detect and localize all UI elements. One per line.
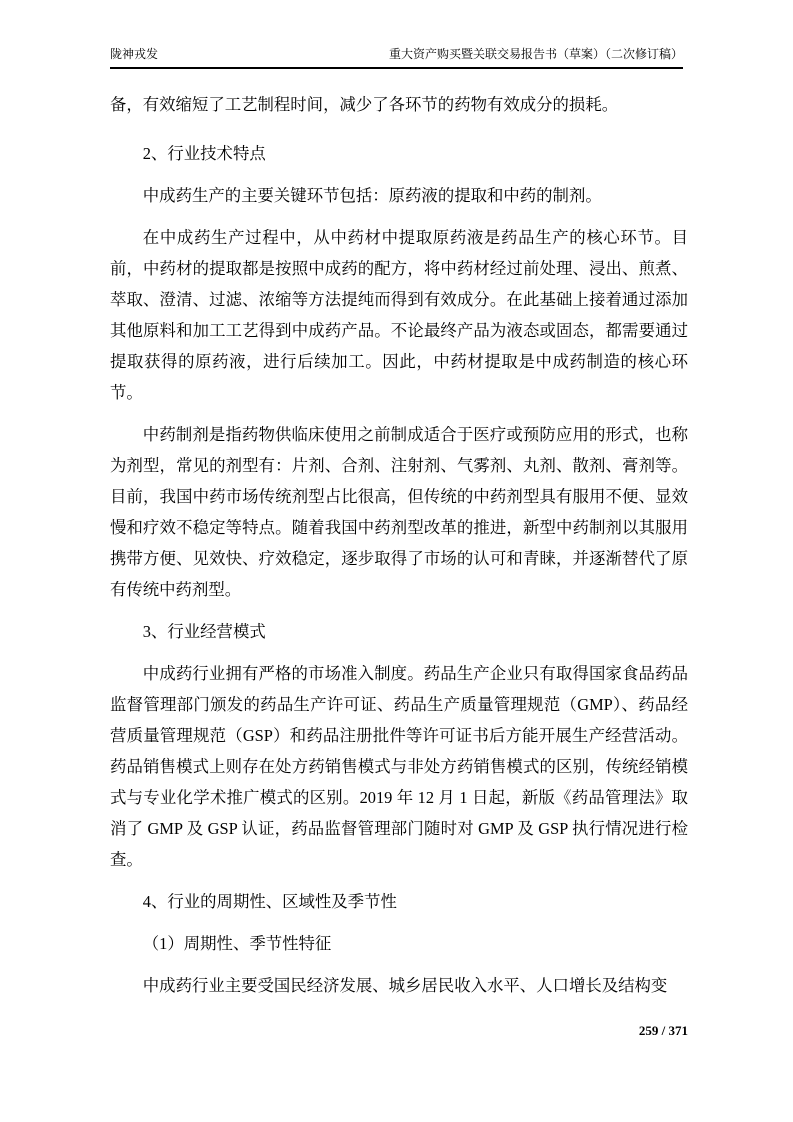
header-left-text: 陇神戎发 [110, 47, 159, 61]
paragraph-continuation: 备，有效缩短了工艺制程时间，减少了各环节的药物有效成分的损耗。 [110, 95, 619, 114]
page-footer [110, 1022, 688, 1040]
paragraph: 中药制剂是指药物供临床使用之前制成适合于医疗或预防应用的形式，也称为剂型，常见的剂型有：片剂、合剂、注射剂、气雾剂、丸剂、散剂、膏剂等。目前，我国中药市场传统剂型占比很高，但传统的中药剂型具有服用不便、显效慢和疗效不稳定等特点。随着我国中药剂型改革的推进，新型中药制剂以其服用携带方便、见效快、疗效稳定，逐步取得了市场的认可和青睐，并逐渐替代了原有传统中药剂型。 [110, 425, 688, 599]
header-right-text: 重大资产购买暨关联交易报告书（草案）（二次修订稿） [388, 47, 683, 61]
heading-industry-technology: 2、行业技术特点 [142, 144, 266, 163]
page-number: 259 / 371 [638, 1023, 688, 1038]
paragraph: 中成药行业主要受国民经济发展、城乡居民收入水平、人口增长及结构变 [142, 976, 668, 995]
heading-business-model: 3、行业经营模式 [142, 622, 266, 641]
paragraph: 中成药生产的主要关键环节包括：原药液的提取和中药的制剂。 [142, 186, 602, 205]
page-header [110, 47, 683, 69]
heading-cyclicality: 4、行业的周期性、区域性及季节性 [142, 892, 397, 911]
paragraph: 在中成药生产过程中，从中药材中提取原药液是药品生产的核心环节。目前，中药材的提取都是按照中成药的配方，将中药材经过前处理、浸出、煎煮、萃取、澄清、过滤、浓缩等方法提纯而得到有效成分。在此基础上接着通过添加其他原料和加工工艺得到中成药产品。不论最终产品为液态或固态，都需要通过提取获得的原药液，进行后续加工。因此，中药材提取是中成药制造的核心环节。 [110, 228, 688, 402]
document-body [110, 89, 688, 1001]
paragraph: 中成药行业拥有严格的市场准入制度。药品生产企业只有取得国家食品药品监督管理部门颁发的药品生产许可证、药品生产质量管理规范（GMP）、药品经营质量管理规范（GSP）和药品注册批件等许可证书后方能开展生产经营活动。药品销售模式上则存在处方药销售模式与非处方药销售模式的区别，传统经销模式与专业化学术推广模式的区别。2019 年 12 月 1 日起，新版《药品管理法》取消了 GMP 及 GSP 认证，药品监督管理部门随时对 GMP 及 GSP 执行情况进行检查。 [110, 664, 688, 869]
heading-periodicity-seasonality: （1）周期性、季节性特征 [142, 934, 332, 953]
